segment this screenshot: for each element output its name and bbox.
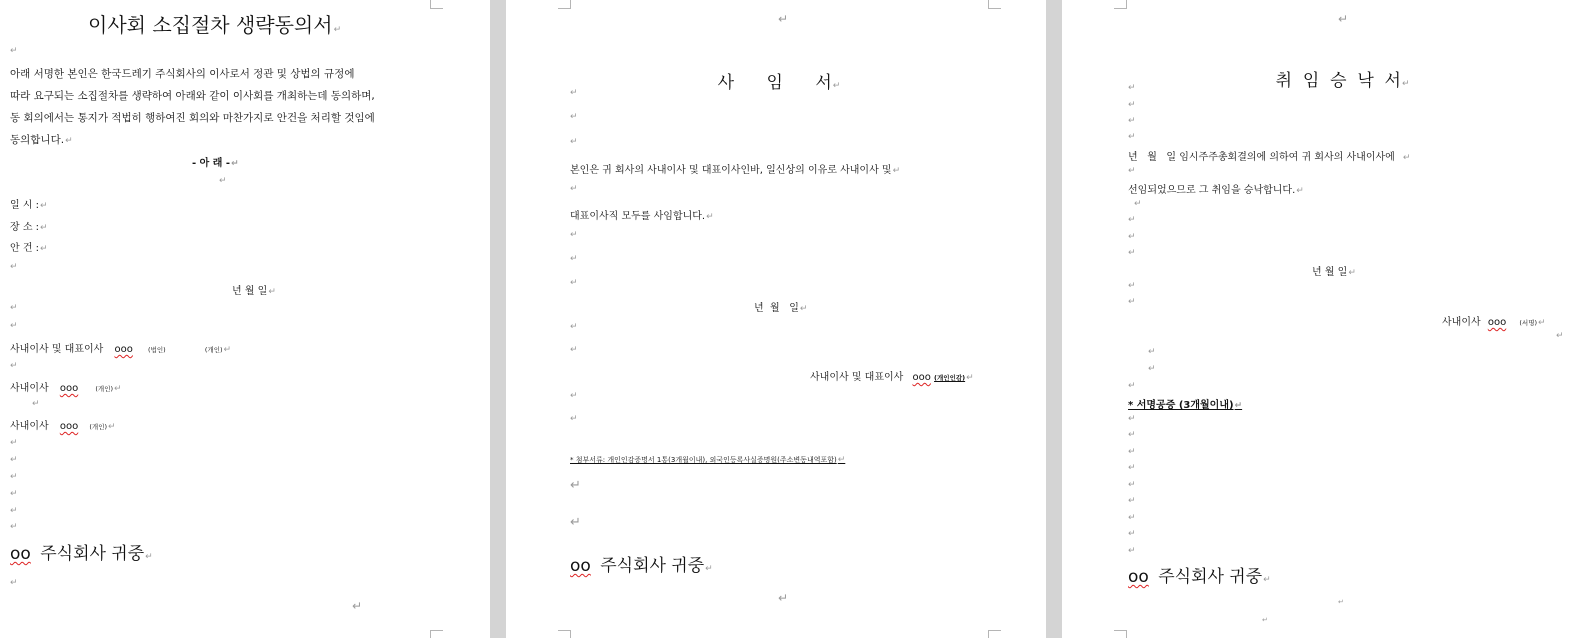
paragraph-mark: ↵ xyxy=(10,262,18,272)
body-line: 따라 요구되는 소집절차를 생략하여 아래와 같이 이사회를 개최하는데 동의하며, xyxy=(10,90,375,102)
page-resignation[interactable] xyxy=(506,0,1046,638)
signatory-name: ooo xyxy=(1487,317,1507,328)
date-line: 년 월 일↵ xyxy=(754,303,808,314)
document-title: 취 임 승 낙 서↵ xyxy=(1275,71,1410,91)
resignation-body-line: 본인은 귀 회사의 사내이사 및 대표이사인바, 일신상의 이유로 사내이사 및↵ xyxy=(570,165,901,176)
body-line: 동의합니다. xyxy=(10,134,65,146)
paragraph-mark: ↵ xyxy=(10,578,18,588)
crop-mark xyxy=(988,0,1001,9)
crop-mark xyxy=(430,0,443,9)
paragraph-mark: ↵ xyxy=(1128,496,1136,506)
paragraph-mark: ↵ xyxy=(1128,281,1136,291)
paragraph-mark: ↵ xyxy=(570,230,578,240)
paragraph-mark: ↵ xyxy=(10,361,18,371)
page-consent-waiver[interactable] xyxy=(0,0,490,638)
crop-mark xyxy=(558,0,571,9)
closing-addressee: oo 주식회사 귀중↵ xyxy=(10,544,153,564)
paragraph-mark: ↵ xyxy=(570,88,578,98)
paragraph-mark: ↵ xyxy=(570,345,578,355)
personal-seal-note: (개인) xyxy=(89,423,108,431)
signatory-name: ooo xyxy=(59,421,79,432)
paragraph-mark: ↵ xyxy=(1128,83,1136,93)
paragraph-mark: ↵ xyxy=(570,414,578,424)
signatory-director-2: 사내이사 ooo (개인)↵ xyxy=(10,421,116,432)
paragraph-mark: ↵ xyxy=(570,278,578,288)
personal-seal-note: (개인인감) xyxy=(934,374,966,382)
date-field-label: 일 시 :↵ xyxy=(10,200,48,211)
closing-addressee: oo 주식회사 귀중↵ xyxy=(1128,567,1271,587)
date-line: 년 월 일↵ xyxy=(232,286,276,297)
paragraph-mark: ↵ xyxy=(1128,116,1136,126)
acceptance-body-line: 선임되었으므로 그 취임을 승낙합니다.↵ xyxy=(1128,185,1304,196)
paragraph-mark: ↵ xyxy=(32,399,40,409)
paragraph-mark: ↵ xyxy=(1128,463,1136,473)
place-field-label: 장 소 :↵ xyxy=(10,222,48,233)
paragraph-mark: ↵ xyxy=(1338,12,1349,26)
signatory-name: ooo xyxy=(912,372,931,383)
paragraph-mark: ↵ xyxy=(10,46,18,56)
paragraph-mark: ↵ xyxy=(1128,248,1136,258)
closing-addressee: oo 주식회사 귀중↵ xyxy=(570,556,713,576)
document-title: 이사회 소집절차 생략동의서↵ xyxy=(88,13,342,37)
paragraph-mark: ↵ xyxy=(1128,232,1136,242)
signatory-ceo: 사내이사 및 대표이사 ooo (법인) (개인)↵ xyxy=(10,344,232,355)
paragraph-mark: ↵ xyxy=(570,322,578,332)
paragraph-mark: ↵ xyxy=(1556,331,1564,341)
signatory-director: 사내이사 ooo (서명)↵ xyxy=(1442,317,1546,328)
paragraph-mark: ↵ xyxy=(1128,513,1136,523)
paragraph-mark: ↵ xyxy=(10,489,18,499)
agenda-field-label: 안 건 :↵ xyxy=(10,243,48,254)
paragraph-mark: ↵ xyxy=(1128,414,1136,424)
paragraph-mark: ↵ xyxy=(1148,347,1156,357)
paragraph-mark: ↵ xyxy=(570,515,581,530)
paragraph-mark: ↵ xyxy=(1128,166,1136,176)
paragraph-mark: ↵ xyxy=(1148,364,1156,374)
body-line: 아래 서명한 본인은 한국드레기 주식회사의 이사로서 정관 및 상법의 규정에 xyxy=(10,68,355,80)
paragraph-mark: ↵ xyxy=(570,478,581,493)
signatory-ceo: 사내이사 및 대표이사 ooo (개인인감)↵ xyxy=(810,372,974,383)
paragraph-mark: ↵ xyxy=(10,438,18,448)
paragraph-mark: ↵ xyxy=(1128,215,1136,225)
corporate-seal-note: (법인) xyxy=(148,346,166,354)
personal-seal-note: (개인) xyxy=(95,385,114,393)
acceptance-body-line: 년 월 일 임시주주총회결의에 의하여 귀 회사의 사내이사에 ↵ xyxy=(1128,152,1411,163)
page-acceptance[interactable] xyxy=(1062,0,1583,638)
personal-seal-note: (개인) xyxy=(204,346,223,354)
paragraph-mark: ↵ xyxy=(778,12,789,26)
paragraph-mark: ↵ xyxy=(570,112,578,122)
crop-mark xyxy=(558,630,571,638)
paragraph-mark: ↵ xyxy=(1128,297,1136,307)
paragraph-mark: ↵ xyxy=(352,599,363,613)
paragraph-mark: ↵ xyxy=(10,522,18,532)
paragraph-mark: ↵ xyxy=(1134,199,1142,209)
signatory-name: ooo xyxy=(59,383,79,394)
paragraph-mark: ↵ xyxy=(1128,447,1136,457)
paragraph-mark: ↵ xyxy=(1128,100,1136,110)
paragraph-mark: ↵ xyxy=(10,506,18,516)
attachments-note: * 첨부서류: 개인인감증명서 1통(3개월이내), 외국인등록사실증명원(주소변동내역포함)↵ xyxy=(570,455,846,465)
document-title: 사 임 서↵ xyxy=(717,73,841,93)
consent-body: 아래 서명한 본인은 한국드레기 주식회사의 이사로서 정관 및 상법의 규정에 따라 요구되는 소집절차를 생략하여 아래와 같이 이사회를 개최하는데 동의하며, 동 회의에서는 통지가 적법히 행하여진 회의와 마찬가지로 안건을 처리할 것임에 동의합니다.↵ xyxy=(10,63,375,152)
paragraph-mark: ↵ xyxy=(1128,480,1136,490)
paragraph-mark: ↵ xyxy=(570,391,578,401)
paragraph-mark: ↵ xyxy=(1128,529,1136,539)
signature-note: (서명) xyxy=(1519,319,1538,327)
notarization-note: * 서명공증 (3개월이내)↵ xyxy=(1128,400,1243,411)
paragraph-mark: ↵ xyxy=(570,137,578,147)
page-gap xyxy=(490,0,506,638)
crop-mark xyxy=(430,630,443,638)
paragraph-mark: ↵ xyxy=(10,321,18,331)
paragraph-mark: ↵ xyxy=(570,184,578,194)
notice-heading: - 아 래 -↵ xyxy=(192,158,239,169)
paragraph-mark: ↵ xyxy=(219,176,227,186)
crop-mark xyxy=(1114,0,1127,9)
paragraph-mark: ↵ xyxy=(570,254,578,264)
body-line: 동 회의에서는 통지가 적법히 행하여진 회의와 마찬가지로 안건을 처리할 것임에 xyxy=(10,112,375,124)
signatory-director-1: 사내이사 ooo (개인)↵ xyxy=(10,383,122,394)
paragraph-mark: ↵ xyxy=(10,303,18,313)
paragraph-mark: ↵ xyxy=(1128,132,1136,142)
paragraph-mark: ↵ xyxy=(1262,616,1268,624)
resignation-body-line: 대표이사직 모두를 사임합니다.↵ xyxy=(570,211,714,222)
crop-mark xyxy=(988,630,1001,638)
paragraph-mark: ↵ xyxy=(10,455,18,465)
crop-mark xyxy=(1114,630,1127,638)
paragraph-mark: ↵ xyxy=(1338,598,1344,606)
paragraph-mark: ↵ xyxy=(1128,430,1136,440)
page-gap xyxy=(1046,0,1062,638)
paragraph-mark: ↵ xyxy=(1128,546,1136,556)
date-line: 년 월 일↵ xyxy=(1312,267,1356,278)
paragraph-mark: ↵ xyxy=(10,472,18,482)
signatory-name: ooo xyxy=(114,344,133,355)
paragraph-mark: ↵ xyxy=(778,591,789,605)
paragraph-mark: ↵ xyxy=(1128,381,1136,391)
